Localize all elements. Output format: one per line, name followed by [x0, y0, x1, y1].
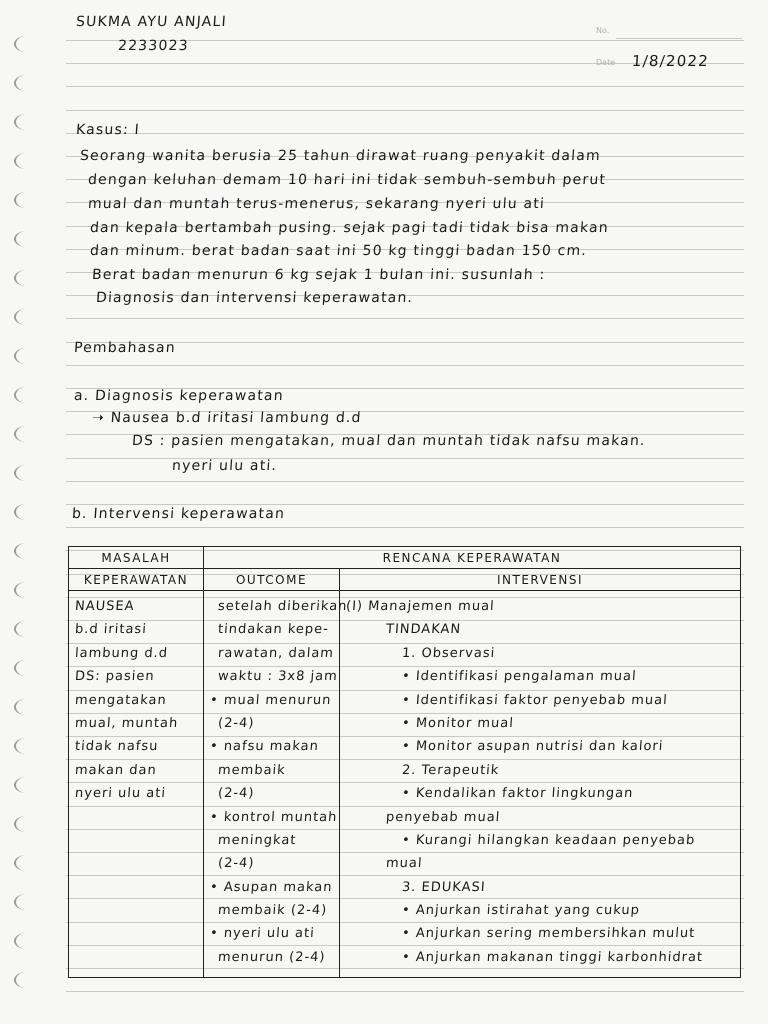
case-line: dengan keluhan demam 10 hari ini tidak sembuh-sembuh perut	[87, 172, 607, 188]
problem-line: mengatakan	[74, 692, 168, 708]
case-line: Seorang wanita berusia 25 tahun dirawat ruang penyakit dalam	[79, 148, 602, 164]
binder-hole	[14, 348, 38, 364]
outcome-header: OUTCOME	[204, 569, 340, 591]
ds-line: DS : pasien mengatakan, mual dan muntah tidak nafsu makan.	[131, 433, 647, 449]
outcome-line: tindakan kepe-	[217, 622, 330, 638]
problem-line: makan dan	[74, 762, 158, 778]
ruled-line	[66, 86, 744, 87]
ruled-line	[66, 318, 744, 319]
ruled-line	[66, 133, 744, 134]
case-line: Berat badan menurun 6 kg sejak 1 bulan ini. susunlah :	[91, 267, 546, 283]
ruled-line	[66, 527, 744, 528]
intervention-line: • Anjurkan makanan tinggi karbonhidrat	[401, 949, 704, 965]
outcome-line: rawatan, dalam	[217, 645, 335, 661]
outcome-lines	[204, 591, 348, 969]
case-line: dan kepala bertambah pusing. sejak pagi tadi tidak bisa makan	[89, 220, 610, 236]
no-line	[616, 38, 742, 39]
plan-header: RENCANA KEPERAWATAN	[204, 547, 741, 569]
binder-hole	[14, 504, 38, 520]
binder-hole	[14, 582, 38, 598]
outcome-line: (2-4)	[217, 786, 255, 802]
ds-line: nyeri ulu ati.	[171, 458, 278, 474]
binder-hole	[14, 972, 38, 988]
ruled-line	[66, 458, 744, 459]
binder-hole	[14, 816, 38, 832]
case-line: Diagnosis dan intervensi keperawatan.	[95, 290, 414, 306]
problem-header-bottom: KEPERAWATAN	[69, 569, 204, 591]
outcome-line: (2-4)	[217, 856, 255, 872]
outcome-line: meningkat	[217, 832, 297, 848]
binder-hole	[14, 855, 38, 871]
intervention-line: • Anjurkan sering membersihkan mulut	[401, 926, 696, 942]
binder-hole	[14, 660, 38, 676]
problem-lines	[69, 591, 203, 806]
discussion-title: Pembahasan	[73, 340, 177, 356]
diagnosis-line	[91, 410, 362, 426]
binder-hole	[14, 270, 38, 286]
arrow-icon: ➝	[91, 410, 106, 426]
intervention-line: (I) Manajemen mual	[345, 599, 496, 614]
outcome-line: • Asupan makan	[209, 879, 333, 895]
binder-hole	[14, 933, 38, 949]
intervention-header: INTERVENSI	[340, 569, 741, 591]
binder-hole	[14, 777, 38, 793]
student-name: SUKMA AYU ANJALI	[75, 14, 228, 30]
binder-hole	[14, 36, 38, 52]
ruled-line	[66, 481, 744, 482]
intervention-line: • Identifikasi faktor penyebab mual	[401, 692, 669, 708]
intervention-line: • Monitor asupan nutrisi dan kalori	[401, 739, 664, 755]
binder-hole	[14, 699, 38, 715]
problem-line: b.d iritasi	[74, 622, 148, 638]
problem-cell	[69, 591, 204, 978]
case-title: Kasus: I	[75, 122, 141, 138]
problem-line: DS: pasien	[74, 669, 156, 685]
intervention-line: • Kurangi hilangkan keadaan penyebab	[401, 832, 696, 848]
intervention-line: 2. Terapeutik	[401, 762, 500, 778]
intervention-line: mual	[385, 856, 424, 872]
outcome-line: • nyeri ulu ati	[209, 926, 316, 942]
binder-hole	[14, 543, 38, 559]
ruled-line	[66, 504, 744, 505]
intervention-lines	[340, 591, 740, 969]
ruled-line	[66, 110, 744, 111]
outcome-line: menurun (2-4)	[217, 949, 327, 965]
problem-line: lambung d.d	[74, 645, 169, 661]
intervention-line: • Monitor mual	[401, 715, 515, 731]
binder-hole	[14, 75, 38, 91]
intervention-line: TINDAKAN	[385, 622, 462, 638]
problem-line: nyeri ulu ati	[74, 786, 167, 802]
binder-hole	[14, 387, 38, 403]
diagnosis-text: Nausea b.d iritasi lambung d.d	[110, 410, 363, 426]
binder-hole	[14, 309, 38, 325]
binder-hole	[14, 153, 38, 169]
outcome-line: waktu : 3x8 jam	[217, 669, 339, 685]
binder-hole	[14, 894, 38, 910]
section-a-heading: a. Diagnosis keperawatan	[73, 388, 285, 404]
intervention-line: 1. Observasi	[401, 645, 496, 661]
outcome-line: setelah diberikan	[217, 599, 348, 614]
outcome-cell	[204, 591, 348, 978]
case-line: dan minum. berat badan saat ini 50 kg tinggi badan 150 cm.	[89, 243, 588, 259]
intervention-line: • Identifikasi pengalaman mual	[401, 669, 638, 685]
date-label: Date	[596, 58, 616, 67]
section-b-heading: b. Intervensi keperawatan	[71, 506, 286, 522]
binder-hole	[14, 192, 38, 208]
outcome-line: membaik (2-4)	[217, 903, 328, 919]
binder-hole	[14, 231, 38, 247]
outcome-line: • mual menurun	[209, 692, 332, 708]
care-plan-table	[68, 546, 741, 978]
problem-header-top: MASALAH	[69, 547, 204, 569]
binder-hole	[14, 465, 38, 481]
intervention-line: penyebab mual	[385, 809, 501, 825]
ruled-line	[66, 991, 744, 992]
student-id: 2233023	[117, 38, 190, 54]
outcome-line: (2-4)	[217, 715, 255, 731]
problem-line: mual, muntah	[74, 715, 179, 731]
case-line: mual dan muntah terus-menerus, sekarang nyeri ulu ati	[87, 196, 546, 212]
intervention-line: • Kendalikan faktor lingkungan	[401, 786, 634, 802]
no-label: No.	[596, 26, 610, 35]
date-value: 1/8/2022	[631, 52, 710, 70]
intervention-line: 3. EDUKASI	[401, 879, 487, 895]
binder-hole	[14, 114, 38, 130]
problem-line: NAUSEA	[74, 599, 136, 614]
intervention-line: • Anjurkan istirahat yang cukup	[401, 903, 641, 919]
outcome-line: membaik	[217, 762, 287, 778]
binder-hole	[14, 738, 38, 754]
problem-line: tidak nafsu	[74, 739, 159, 755]
intervention-cell	[340, 591, 741, 978]
binder-hole	[14, 621, 38, 637]
binder-hole	[14, 426, 38, 442]
outcome-line: • kontrol muntah	[209, 809, 338, 825]
ruled-line	[66, 365, 744, 366]
outcome-line: • nafsu makan	[209, 739, 320, 755]
